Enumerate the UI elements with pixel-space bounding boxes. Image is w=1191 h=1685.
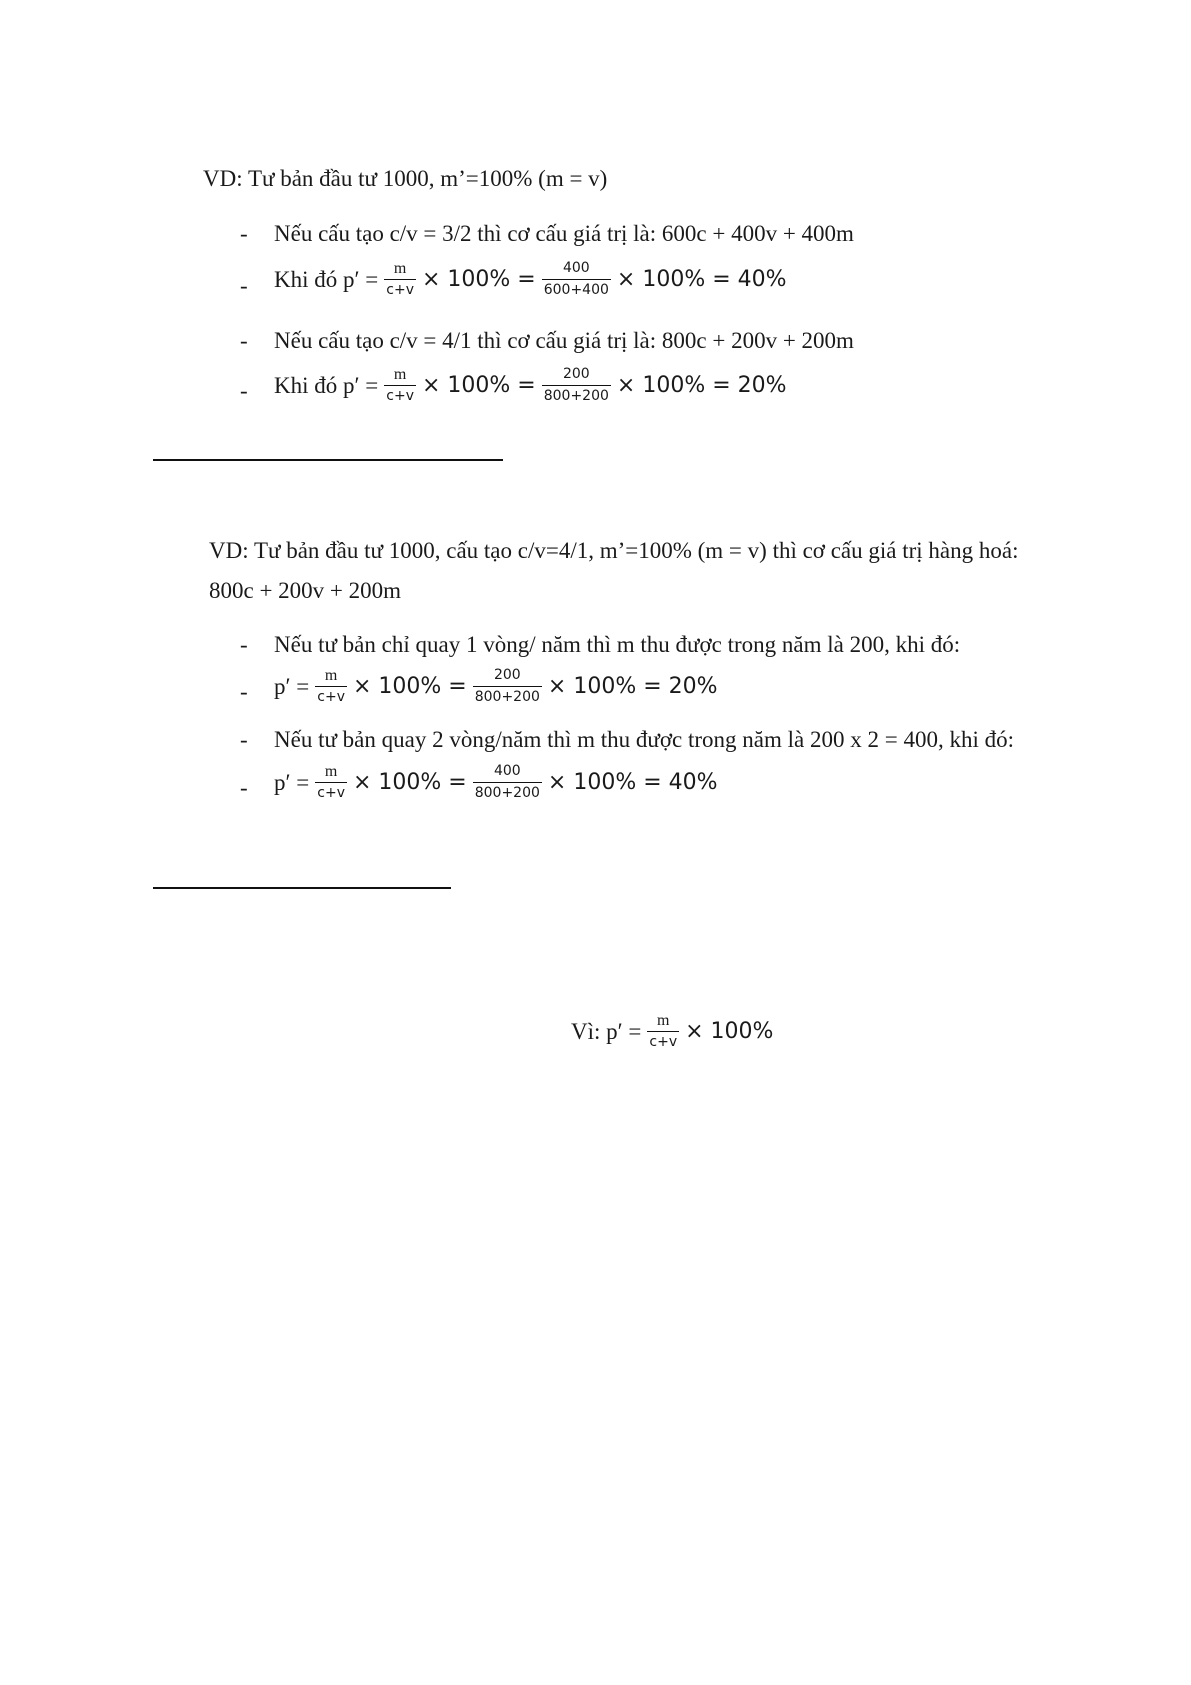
numerator: m bbox=[324, 667, 338, 684]
numerator: m bbox=[393, 366, 407, 383]
divider-line bbox=[153, 887, 451, 889]
denominator: 600+400 bbox=[542, 279, 611, 299]
denominator: c+v bbox=[384, 279, 416, 299]
denominator: 800+200 bbox=[473, 686, 542, 706]
fraction-m-over-cv bbox=[315, 763, 347, 802]
numerator: m bbox=[657, 1012, 670, 1029]
bullet-dash: - bbox=[240, 727, 248, 752]
numerator: 400 bbox=[562, 260, 590, 276]
divider-line bbox=[153, 459, 503, 461]
fraction-values bbox=[542, 260, 611, 299]
bullet-dash: - bbox=[240, 221, 248, 246]
formula-result: × 100% = 40% bbox=[616, 267, 787, 292]
denominator: c+v bbox=[647, 1031, 679, 1051]
numerator: 200 bbox=[493, 667, 521, 683]
formula-profit-rate-20 bbox=[274, 366, 787, 405]
formula-result: × 100% = 40% bbox=[547, 770, 718, 795]
bullet-dash: - bbox=[240, 632, 248, 657]
formula-prefix: p′ = bbox=[274, 769, 310, 795]
formula-profit-rate-40 bbox=[274, 260, 787, 299]
fraction-m-over-cv bbox=[384, 260, 416, 299]
denominator: c+v bbox=[315, 782, 347, 802]
bullet-dash: - bbox=[240, 679, 248, 704]
bullet-dash: - bbox=[240, 378, 248, 403]
formula-middle: × 100% = bbox=[421, 373, 536, 398]
denominator: c+v bbox=[315, 686, 347, 706]
formula-middle: × 100% = bbox=[421, 267, 536, 292]
formula-prefix: p′ = bbox=[274, 673, 310, 699]
numerator: m bbox=[393, 260, 407, 277]
fraction-values bbox=[542, 366, 611, 405]
bullet-dash: - bbox=[240, 328, 248, 353]
formula-middle: × 100% = bbox=[352, 770, 467, 795]
example-2-two-turnovers: Nếu tư bản quay 2 vòng/năm thì m thu được trong năm là 200 x 2 = 400, khi đó: bbox=[274, 727, 1014, 752]
numerator: m bbox=[324, 763, 338, 780]
bullet-dash: - bbox=[240, 775, 248, 800]
fraction-m-over-cv bbox=[384, 366, 416, 405]
bullet-dash: - bbox=[240, 273, 248, 298]
formula-result: × 100% bbox=[685, 1019, 774, 1044]
example-2-intro-line2: 800c + 200v + 200m bbox=[209, 578, 402, 603]
numerator: 200 bbox=[562, 366, 590, 382]
fraction-values bbox=[473, 667, 542, 706]
formula-profit-rate-20 bbox=[274, 667, 718, 706]
denominator: c+v bbox=[384, 385, 416, 405]
example-2-one-turnover: Nếu tư bản chỉ quay 1 vòng/ năm thì m thu được trong năm là 200, khi đó: bbox=[274, 632, 961, 657]
example-2-intro-line1: VD: Tư bản đầu tư 1000, cấu tạo c/v=4/1, m’=100% (m = v) thì cơ cấu giá trị hàng hoá: bbox=[209, 538, 1019, 563]
formula-because bbox=[571, 1012, 773, 1051]
formula-middle: × 100% = bbox=[352, 674, 467, 699]
example-1-structure-3-2: Nếu cấu tạo c/v = 3/2 thì cơ cấu giá trị là: 600c + 400v + 400m bbox=[274, 221, 854, 246]
example-1-structure-4-1: Nếu cấu tạo c/v = 4/1 thì cơ cấu giá trị là: 800c + 200v + 200m bbox=[274, 328, 854, 353]
denominator: 800+200 bbox=[542, 385, 611, 405]
formula-prefix: Khi đó p′ = bbox=[274, 266, 379, 292]
formula-profit-rate-40 bbox=[274, 763, 718, 802]
fraction-m-over-cv bbox=[647, 1012, 679, 1051]
formula-prefix: Vì: p′ = bbox=[571, 1018, 642, 1044]
denominator: 800+200 bbox=[473, 782, 542, 802]
formula-result: × 100% = 20% bbox=[616, 373, 787, 398]
formula-result: × 100% = 20% bbox=[547, 674, 718, 699]
formula-prefix: Khi đó p′ = bbox=[274, 372, 379, 398]
numerator: 400 bbox=[493, 763, 521, 779]
example-1-intro: VD: Tư bản đầu tư 1000, m’=100% (m = v) bbox=[203, 166, 608, 191]
fraction-m-over-cv bbox=[315, 667, 347, 706]
fraction-values bbox=[473, 763, 542, 802]
